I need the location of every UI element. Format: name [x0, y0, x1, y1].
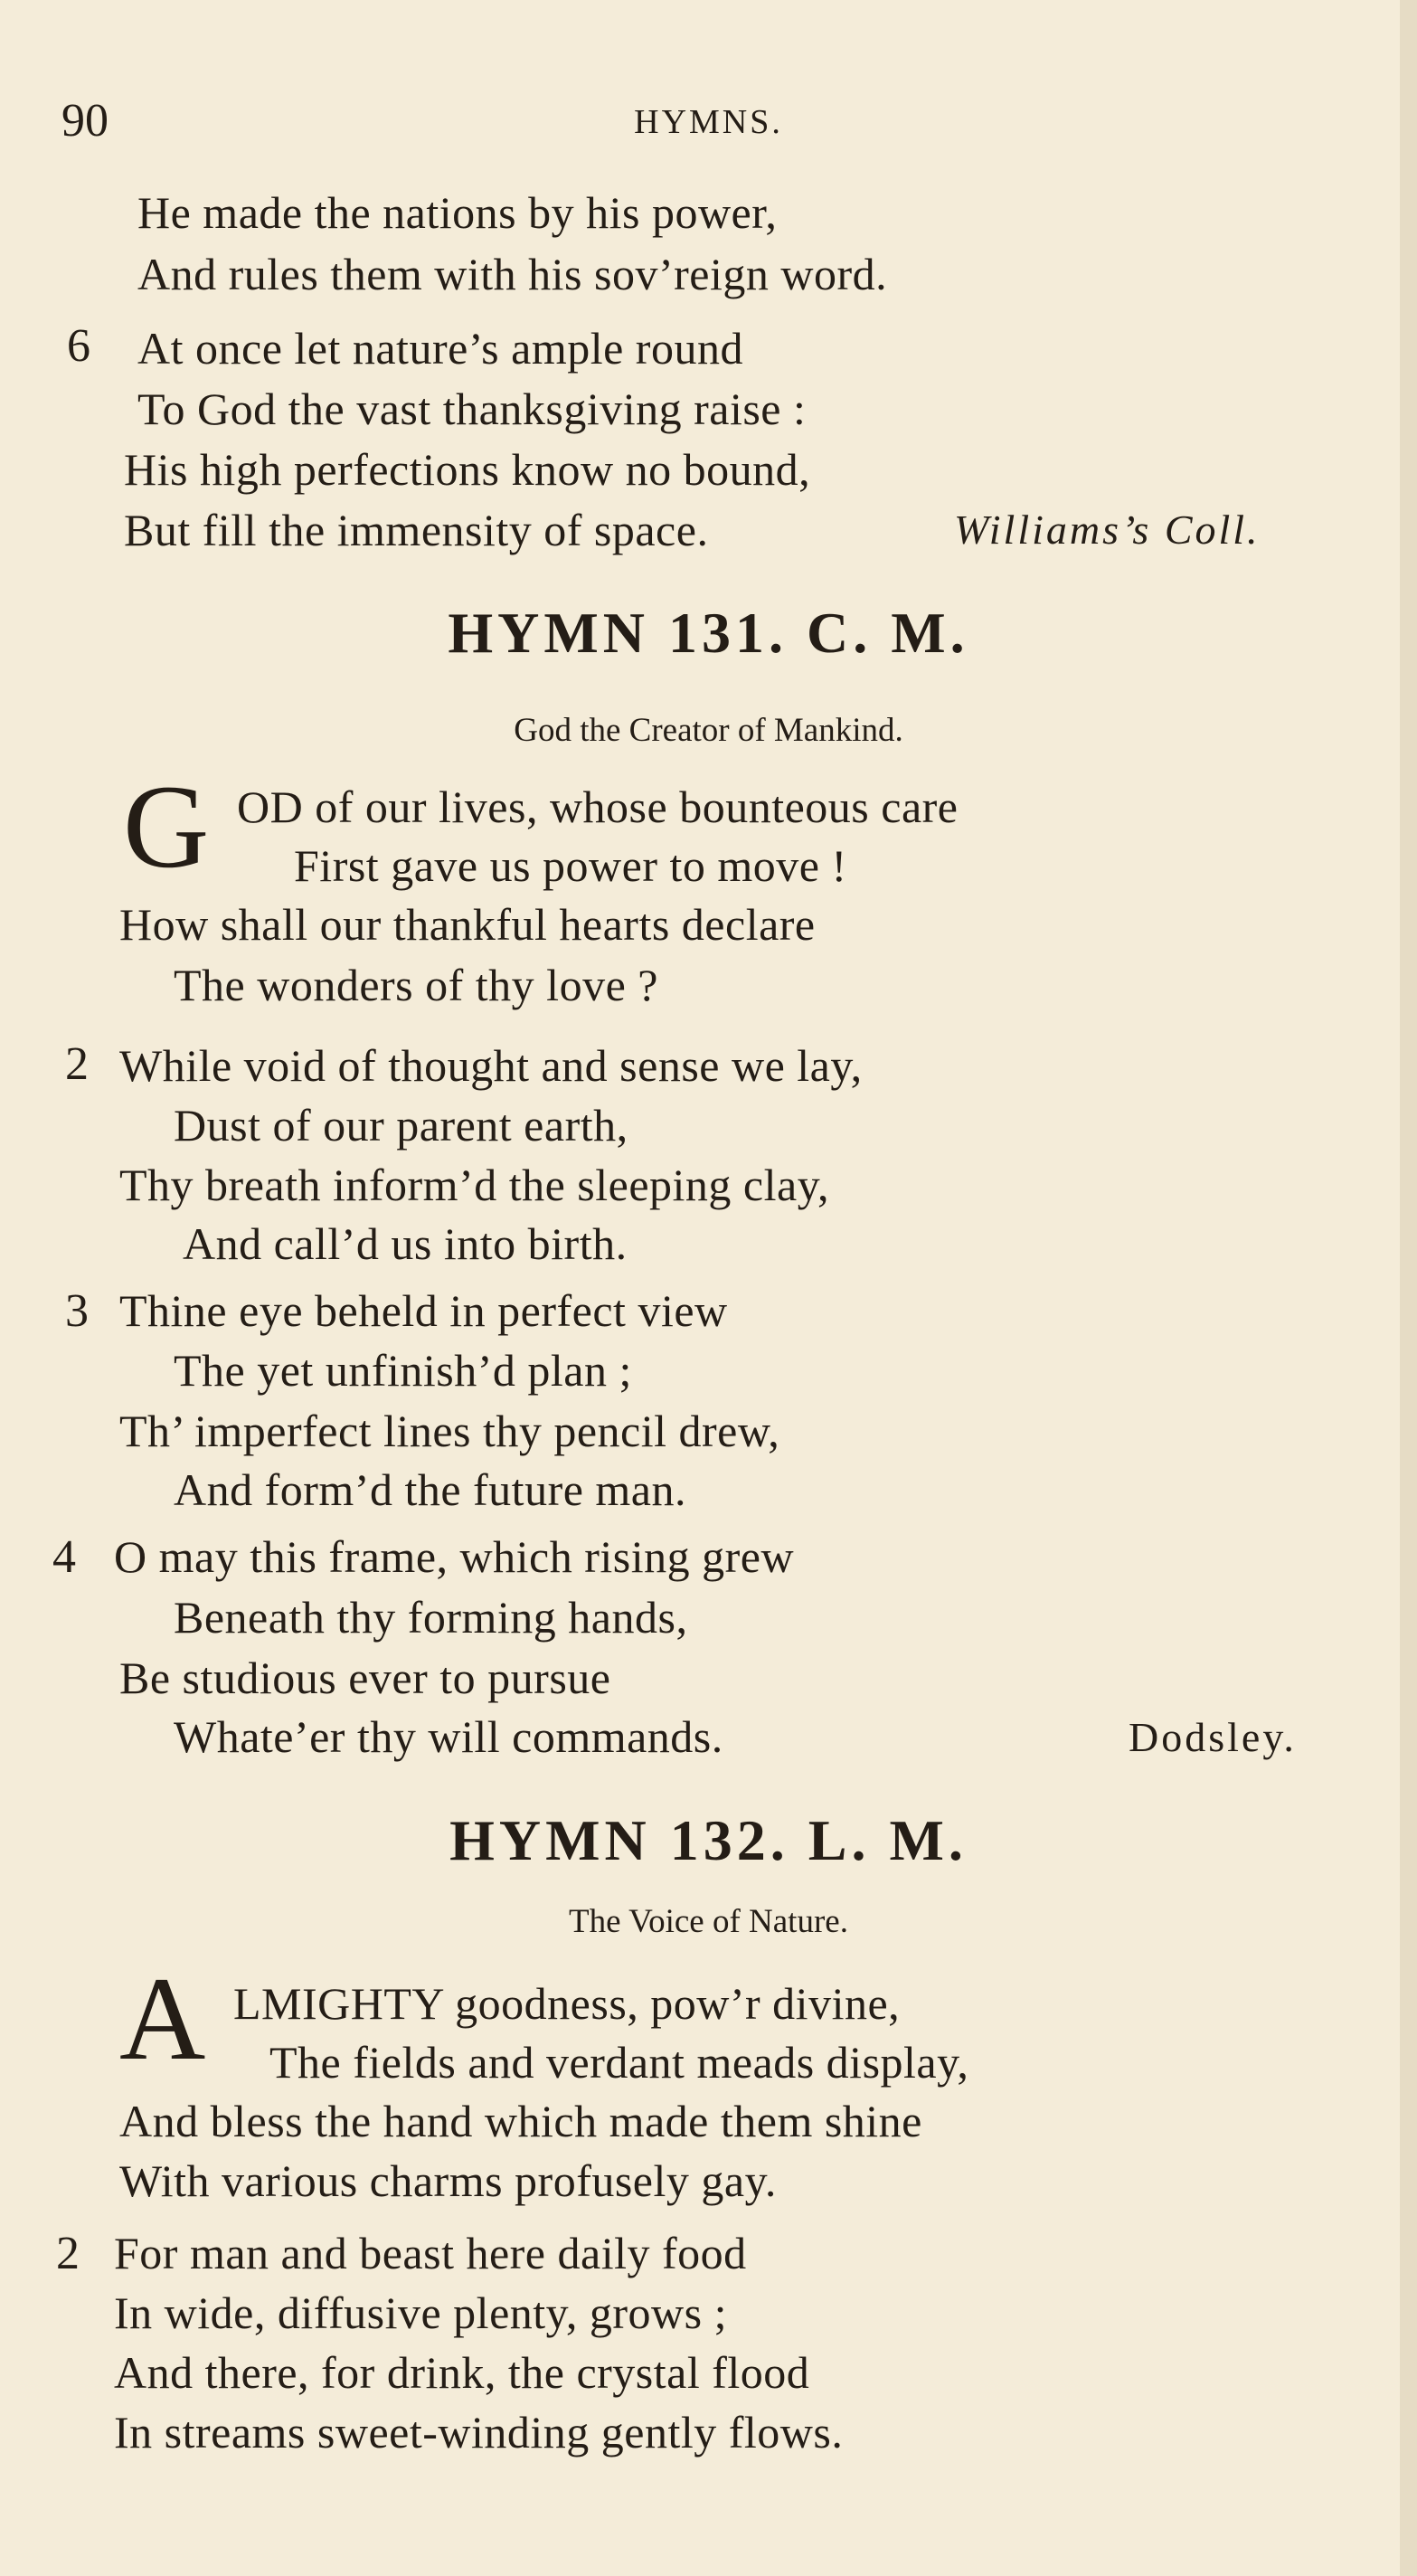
verse-line: And bless the hand which made them shine [119, 2096, 922, 2146]
hymn-title: HYMN 132. L. M. [449, 1808, 968, 1872]
verse-line: The fields and verdant meads display, [269, 2037, 969, 2088]
verse-line: OD of our lives, whose bounteous care [237, 781, 959, 832]
verse-line: First gave us power to move ! [294, 840, 847, 891]
running-title: HYMNS. [634, 103, 783, 141]
page-number: 90 [61, 95, 109, 147]
attribution-dodsley: Dodsley. [1129, 1714, 1297, 1760]
verse-line: To God the vast thanksgiving raise : [137, 384, 807, 434]
verse-line: While void of thought and sense we lay, [119, 1040, 863, 1091]
page-edge-shadow [1400, 0, 1417, 2576]
verse-line: His high perfections know no bound, [124, 444, 811, 495]
verse-number: 2 [56, 2228, 80, 2279]
attribution-williams: Williams’s Coll. [954, 507, 1261, 553]
verse-number: 2 [65, 1038, 89, 1090]
verse-line: LMIGHTY goodness, pow’r divine, [233, 1978, 901, 2029]
verse-line: Beneath thy forming hands, [174, 1592, 688, 1643]
verse-line: Thine eye beheld in perfect view [119, 1285, 728, 1336]
verse-line: The yet unfinish’d plan ; [174, 1345, 632, 1396]
hymn-subtitle: The Voice of Nature. [569, 1903, 848, 1940]
verse-line: He made the nations by his power, [137, 187, 778, 238]
verse-line: And call’d us into birth. [183, 1218, 628, 1269]
verse-line: And there, for drink, the crystal flood [114, 2347, 810, 2398]
hymn-subtitle: God the Creator of Mankind. [514, 712, 903, 749]
verse-line: At once let nature’s ample round [137, 323, 743, 374]
verse-line: And rules them with his sov’reign word. [137, 249, 888, 299]
verse-line: In streams sweet-winding gently flows. [114, 2407, 844, 2458]
verse-number: 3 [65, 1285, 89, 1337]
verse-line: And form’d the future man. [174, 1464, 687, 1515]
verse-line: Thy breath inform’d the sleeping clay, [119, 1160, 829, 1210]
verse-line: But fill the immensity of space. [124, 505, 709, 555]
verse-line: In wide, diffusive plenty, grows ; [114, 2287, 728, 2338]
verse-line: Be studious ever to pursue [119, 1653, 611, 1703]
verse-line: For man and beast here daily food [114, 2228, 747, 2278]
verse-number: 4 [52, 1531, 76, 1583]
hymn-title: HYMN 131. C. M. [448, 601, 969, 665]
verse-line: With various charms profusely gay. [119, 2155, 777, 2206]
drop-cap: G [123, 760, 210, 893]
verse-line: The wonders of thy love ? [174, 960, 658, 1010]
verse-line: O may this frame, which rising grew [114, 1531, 795, 1582]
verse-line: How shall our thankful hearts declare [119, 899, 816, 950]
verse-number: 6 [67, 320, 90, 372]
verse-line: Th’ imperfect lines thy pencil drew, [119, 1406, 780, 1456]
drop-cap: A [119, 1952, 206, 2085]
verse-line: Whate’er thy will commands. [174, 1711, 723, 1762]
verse-line: Dust of our parent earth, [174, 1100, 628, 1151]
